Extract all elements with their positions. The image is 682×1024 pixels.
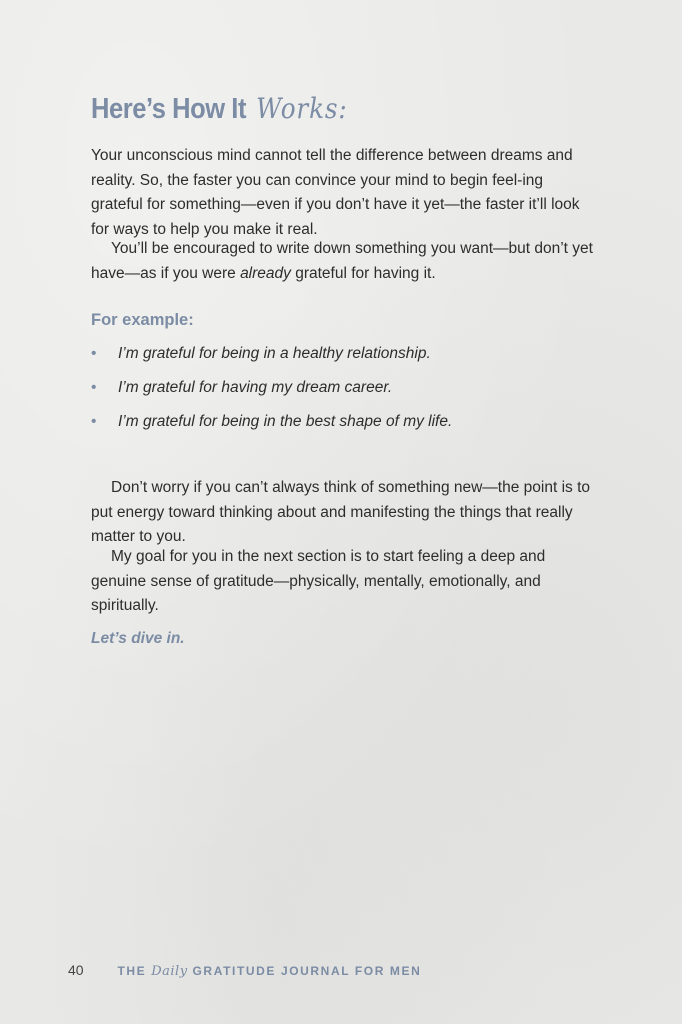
instruction-paragraph bbox=[91, 237, 596, 286]
instruction-text: You’ll be encouraged to write down something you want—but don’t yet have—as if you were bbox=[91, 240, 593, 282]
heading-script-text: Works: bbox=[256, 92, 348, 125]
bullet-icon: • bbox=[91, 345, 97, 362]
running-title-prefix: THE bbox=[117, 964, 147, 978]
running-title bbox=[117, 964, 421, 978]
closing-line: Let’s dive in. bbox=[91, 630, 185, 647]
instruction-tail: grateful for having it. bbox=[290, 264, 436, 282]
page-heading bbox=[91, 92, 348, 126]
page-number: 40 bbox=[68, 962, 84, 978]
encouragement-paragraph: Don’t worry if you can’t always think of something new—the point is to put energy toward thinking about and manifesting the things that really matter to you. bbox=[91, 479, 591, 545]
list-item bbox=[91, 410, 596, 444]
instruction-emphasis: already bbox=[240, 264, 291, 282]
examples-list bbox=[91, 342, 596, 444]
list-item bbox=[91, 376, 596, 410]
intro-paragraph: Your unconscious mind cannot tell the difference between dreams and reality. So, the faster you can convince your mind to begin feel-ing grateful for something—even if you don’t have it yet—the faster it’ll look for ways to help you make it real. bbox=[91, 147, 580, 238]
bullet-icon: • bbox=[91, 413, 97, 430]
running-title-suffix: GRATITUDE JOURNAL FOR MEN bbox=[192, 964, 422, 978]
running-title-daily: Daily bbox=[151, 964, 188, 979]
list-item bbox=[91, 342, 596, 376]
example-text: I’m grateful for being in the best shape of my life. bbox=[118, 413, 453, 430]
example-text: I’m grateful for having my dream career. bbox=[118, 379, 393, 396]
example-text: I’m grateful for being in a healthy relationship. bbox=[118, 345, 431, 362]
bullet-icon: • bbox=[91, 379, 97, 396]
heading-bold-text: Here’s How It bbox=[91, 93, 247, 125]
page-footer bbox=[68, 962, 421, 979]
examples-subhead: For example: bbox=[91, 311, 194, 329]
goal-paragraph: My goal for you in the next section is to start feeling a deep and genuine sense of gratitude—physically, mentally, emotionally, and spiritually. bbox=[91, 548, 546, 614]
